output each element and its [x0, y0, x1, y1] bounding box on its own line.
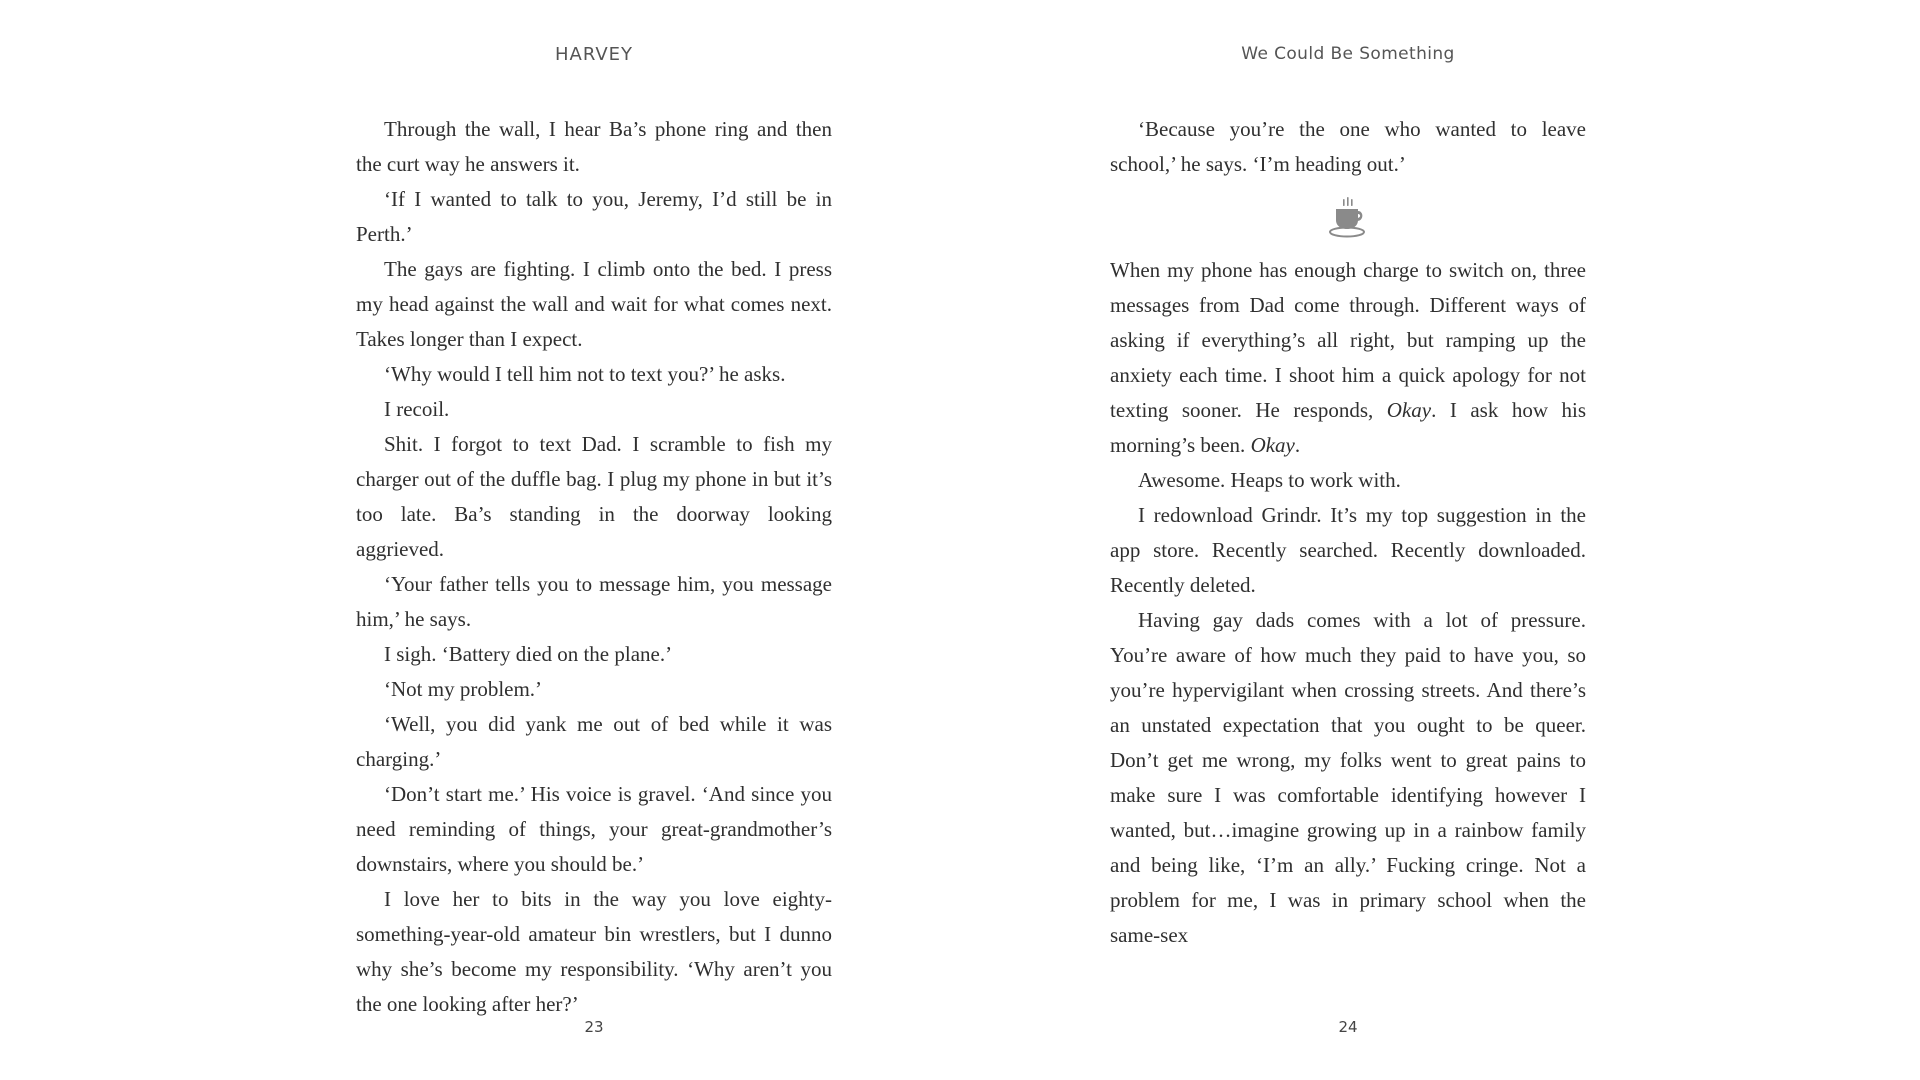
page-number-left: 23 — [584, 1018, 604, 1036]
paragraph: Through the wall, I hear Ba’s phone ring and then the curt way he answers it. — [356, 117, 832, 176]
right-page — [1110, 0, 1586, 1080]
coffee-cup-icon — [1326, 196, 1370, 240]
paragraph: ‘Not my problem.’ — [384, 677, 543, 701]
paragraph: ‘Don’t start me.’ His voice is gravel. ‘And since you need reminding of things, your great-grandmother’s downstairs, where you should be.’ — [356, 782, 832, 876]
paragraph: I redownload Grindr. It’s my top suggestion in the app store. Recently searched. Recently downloaded. Recently deleted. — [1110, 503, 1586, 597]
paragraph — [1110, 253, 1586, 463]
paragraph-text: . — [1294, 433, 1301, 457]
paragraph: Having gay dads comes with a lot of pressure. You’re aware of how much they paid to have you, so you’re hypervigilant when crossing streets. And there’s an unstated expectation that you ought to be queer. Don’t get me wrong, my folks went to great pains to make sure I was comfortable identifying however I wanted, but…imagine growing up in a rainbow family and being like, ‘I’m an ally.’ Fucking cringe. Not a problem for me, I was in primary school when the same-sex — [1110, 608, 1586, 947]
paragraph: Awesome. Heaps to work with. — [1138, 468, 1401, 492]
italic-text: Okay — [1386, 398, 1432, 422]
page-number-right: 24 — [1338, 1018, 1358, 1036]
italic-text: Okay — [1250, 433, 1295, 457]
paragraph: ‘Because you’re the one who wanted to leave school,’ he says. ‘I’m heading out.’ — [1110, 117, 1586, 176]
paragraph: ‘Your father tells you to message him, you message him,’ he says. — [356, 572, 832, 631]
paragraph-text: When my phone has enough charge to switch on, three messages from Dad come through. Different ways of asking if everything’s all right, but ramping up the anxiety each time. I shoot him a quick apology for not texting sooner. He responds, — [1110, 258, 1586, 422]
right-page-body — [1110, 112, 1586, 953]
paragraph: Shit. I forgot to text Dad. I scramble to fish my charger out of the duffle bag. I plug my phone in but it’s too late. Ba’s standing in the doorway looking aggrieved. — [356, 432, 832, 561]
paragraph: ‘Well, you did yank me out of bed while it was charging.’ — [356, 712, 832, 771]
paragraph: The gays are fighting. I climb onto the bed. I press my head against the wall and wait for what comes next. Takes longer than I expect. — [356, 257, 832, 351]
paragraph: I love her to bits in the way you love eighty-something-year-old amateur bin wrestlers, but I dunno why she’s become my responsibility. ‘Why aren’t you the one looking after her?’ — [356, 887, 832, 1016]
paragraph: I recoil. — [384, 397, 450, 421]
left-page-body — [356, 112, 832, 1022]
paragraph: I sigh. ‘Battery died on the plane.’ — [384, 642, 673, 666]
running-head-author: HARVEY — [554, 44, 634, 65]
scene-break — [1110, 182, 1586, 253]
running-head-title: We Could Be Something — [1241, 44, 1455, 64]
paragraph-text: . I ask how his morning’s been. — [1110, 398, 1586, 457]
paragraph: ‘If I wanted to talk to you, Jeremy, I’d still be in Perth.’ — [356, 187, 832, 246]
paragraph: ‘Why would I tell him not to text you?’ he asks. — [384, 362, 786, 386]
left-page — [356, 0, 832, 1080]
